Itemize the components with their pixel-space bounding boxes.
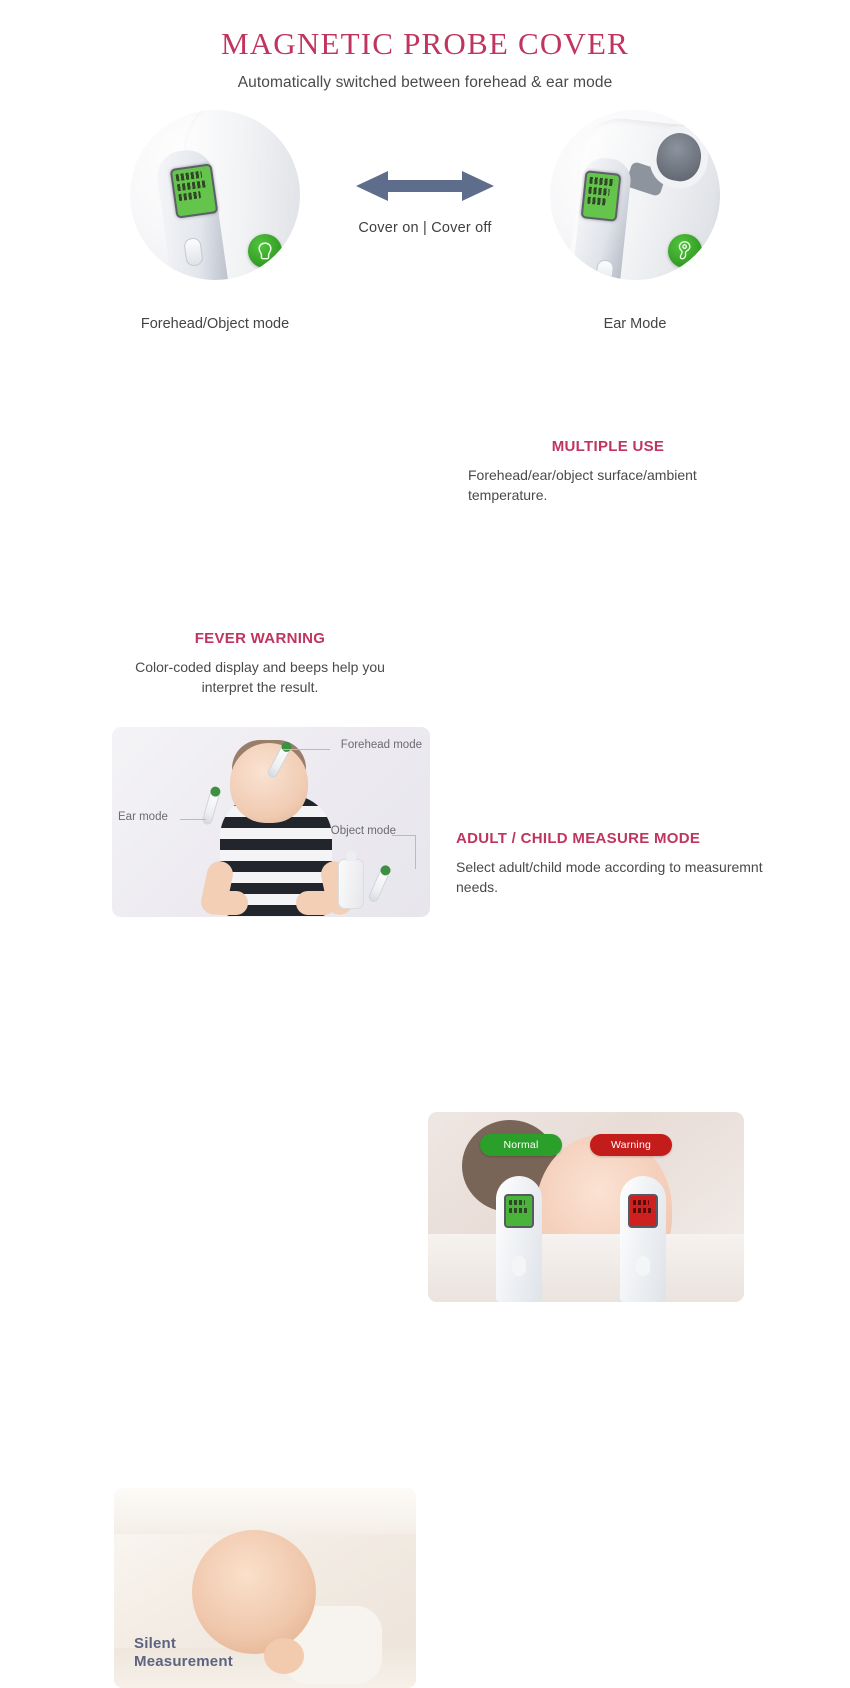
multiple-use-title: MULTIPLE USE	[551, 438, 665, 455]
thermometer-object	[367, 867, 391, 904]
silent-label-line2: Measurement	[134, 1653, 233, 1671]
callout-line-ear	[180, 819, 206, 820]
double-arrow-icon	[350, 166, 500, 206]
status-badge-normal: Normal	[480, 1134, 562, 1156]
fever-warning-image	[428, 1112, 744, 1302]
forehead-icon	[248, 234, 282, 268]
page-subtitle: Automatically switched between forehead & ear mode	[237, 74, 613, 91]
mode-comparison-row	[0, 110, 850, 350]
measure-button	[512, 1256, 526, 1276]
newborn-fist	[264, 1638, 304, 1674]
page-title: MAGNETIC PROBE COVER	[220, 26, 630, 61]
fever-warning-body: Color-coded display and beeps help you interpret the result.	[135, 659, 385, 696]
lcd-display	[581, 170, 622, 222]
blanket-top	[114, 1488, 416, 1534]
fever-warning-title: FEVER WARNING	[194, 630, 326, 647]
multiple-use-image	[112, 727, 430, 917]
baby-head	[230, 743, 308, 823]
adult-child-mode-body: Select adult/child mode according to measuremnt needs.	[456, 859, 763, 896]
lcd-display-red	[628, 1194, 658, 1228]
silent-measurement-image	[114, 1488, 416, 1688]
silent-measurement-label	[134, 1635, 233, 1673]
cover-swap-label: Cover on | Cover off	[358, 220, 492, 236]
callout-line-forehead	[282, 749, 330, 750]
callout-forehead-mode: Forehead mode	[340, 739, 422, 751]
adult-child-mode-title: ADULT / CHILD MEASURE MODE	[456, 830, 701, 847]
adult-child-mode-text	[456, 830, 786, 898]
multiple-use-body: Forehead/ear/object surface/ambient temperature.	[468, 467, 697, 504]
thermometer-warning-reading	[620, 1176, 666, 1302]
page-header	[0, 0, 850, 92]
fever-warning-text	[110, 630, 410, 698]
status-badge-warning: Warning	[590, 1134, 672, 1156]
baby-leg-right	[296, 891, 336, 915]
callout-line-object-vertical	[415, 835, 416, 869]
pillow	[428, 1234, 744, 1302]
forehead-mode-caption: Forehead/Object mode	[140, 316, 290, 332]
ear-thermometer-photo	[550, 110, 720, 280]
measure-button	[636, 1256, 650, 1276]
thermometer-normal-reading	[496, 1176, 542, 1302]
multiple-use-text	[468, 438, 748, 506]
ear-mode-caption: Ear Mode	[603, 316, 667, 332]
baby-leg-left	[208, 891, 248, 915]
callout-ear-mode: Ear mode	[118, 811, 168, 823]
silent-label-line1: Silent	[134, 1634, 177, 1652]
thermometer-ear	[201, 788, 221, 825]
callout-object-mode: Object mode	[330, 825, 396, 837]
milk-bottle	[338, 859, 364, 909]
ear-icon	[668, 234, 702, 268]
lcd-display-green	[504, 1194, 534, 1228]
measure-button	[595, 259, 615, 280]
ear-mode-column	[510, 110, 760, 332]
